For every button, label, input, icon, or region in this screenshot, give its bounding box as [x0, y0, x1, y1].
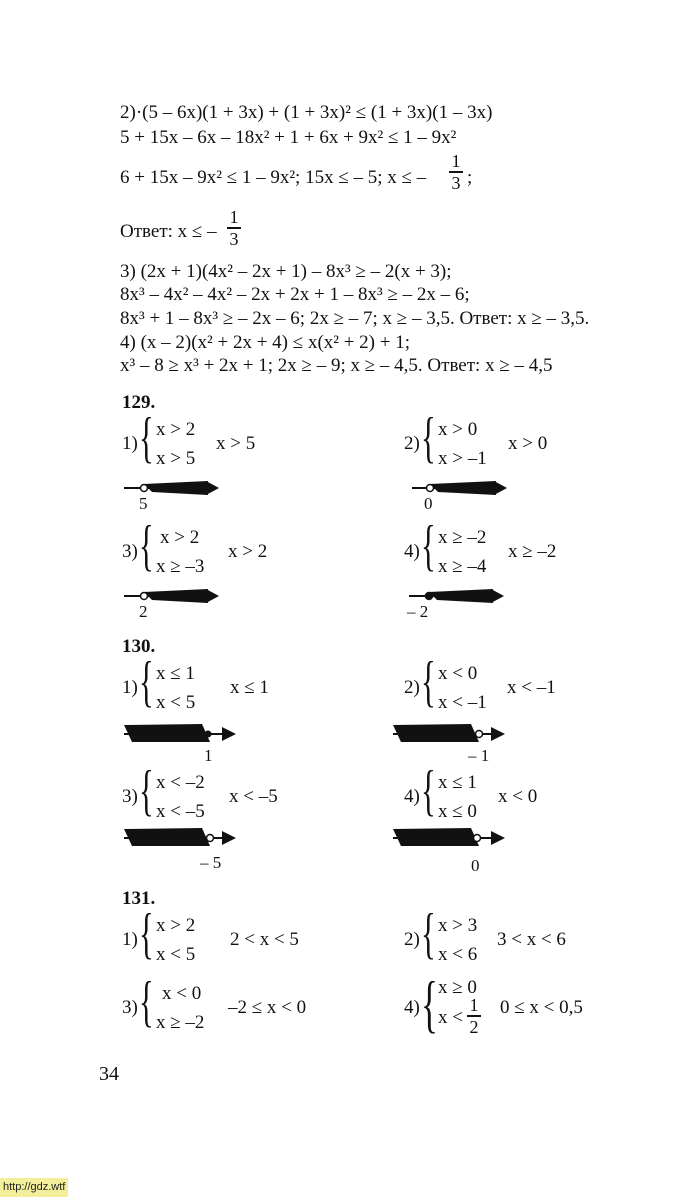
fraction-denominator: 2 [469, 1016, 479, 1037]
fraction-denominator: 3 [451, 172, 461, 193]
item-number: 1) [122, 433, 138, 454]
system-bottom: x ≤ 0 [438, 801, 477, 822]
fraction [449, 152, 463, 192]
item-number: 4) [404, 997, 420, 1018]
system-top: x > 0 [438, 419, 478, 440]
item-number: 1) [122, 929, 138, 950]
brace: { [421, 515, 436, 577]
number-line-graphic [124, 722, 244, 746]
system-bottom: x < 5 [156, 692, 196, 713]
fraction-denominator: 3 [229, 228, 239, 249]
system-result: 3 < x < 6 [497, 929, 566, 950]
system-top: x > 2 [156, 419, 196, 440]
fraction [467, 996, 481, 1036]
page-number: 34 [99, 1063, 119, 1085]
brace: { [139, 515, 154, 577]
solution-line-7: 8x³ + 1 – 8x³ ≥ – 2x – 6; 2x ≥ – 7; x ≥ – 3,5. Ответ: x ≥ – 3,5. [120, 308, 590, 329]
solution-line-3: 6 + 15x – 9x² ≤ 1 – 9x²; 15x ≤ – 5; x ≤ – [120, 167, 427, 188]
system-bottom: x > 5 [156, 448, 196, 469]
fraction-numerator: 1 [469, 995, 479, 1015]
brace: { [421, 407, 436, 469]
section-heading: 130. [122, 636, 156, 657]
fraction-numerator: 1 [229, 207, 239, 227]
solution-line-6: 8x³ – 4x² – 4x² – 2x + 2x + 1 – 8x³ ≥ – 2x – 6; [120, 284, 470, 305]
brace: { [421, 903, 436, 965]
system-top: x ≥ –2 [438, 527, 487, 548]
answer-label: Ответ: x ≤ – [120, 221, 217, 242]
number-line-graphic [124, 826, 244, 850]
number-line [122, 477, 222, 515]
system-bottom: x ≥ –4 [438, 556, 487, 577]
number-line-graphic [122, 477, 222, 501]
system-bottom: x < –5 [156, 801, 205, 822]
solution-line-8: 4) (x – 2)(x² + 2x + 4) ≤ x(x² + 2) + 1; [120, 332, 411, 353]
system-bottom: x < 6 [438, 944, 478, 965]
system-bottom: x ≥ –2 [156, 1012, 205, 1033]
system-result: 0 ≤ x < 0,5 [500, 997, 583, 1018]
system-bottom: x < –1 [438, 692, 487, 713]
system-top: x > 2 [160, 527, 200, 548]
brace: { [139, 651, 154, 713]
brace: { [139, 971, 154, 1033]
system-result: x ≤ 1 [230, 677, 269, 698]
number-line-label: – 1 [468, 746, 490, 765]
number-line-label: – 5 [200, 853, 222, 872]
number-line-label: 2 [139, 602, 148, 621]
system-bottom: x ≥ –3 [156, 556, 205, 577]
system-result: x < 0 [498, 786, 538, 807]
fraction-numerator: 1 [451, 151, 461, 171]
solution-line-1: 2)·(5 – 6x)(1 + 3x) + (1 + 3x)² ≤ (1 + 3x)(1 – 3x) [120, 102, 493, 123]
item-number: 4) [404, 541, 420, 562]
number-line-graphic [122, 585, 222, 609]
system-top: x < 0 [162, 983, 202, 1004]
system-top: x < 0 [438, 663, 478, 684]
item-number: 2) [404, 929, 420, 950]
fraction [227, 208, 241, 248]
number-line-label: 1 [204, 746, 213, 765]
solution-line-5: 3) (2x + 1)(4x² – 2x + 1) – 8x³ ≥ – 2(x + 3); [120, 261, 452, 282]
brace: { [421, 651, 436, 713]
section-heading: 129. [122, 392, 156, 413]
number-line-graphic [393, 826, 513, 850]
item-number: 4) [404, 786, 420, 807]
system-result: x > 0 [508, 433, 548, 454]
system-top: x > 3 [438, 915, 478, 936]
system-top: x ≤ 1 [438, 772, 477, 793]
item-number: 3) [122, 786, 138, 807]
number-line [393, 722, 513, 766]
solution-line-3-end: ; [467, 167, 473, 188]
system-bottom: x < [438, 1007, 463, 1028]
system-top: x > 2 [156, 915, 196, 936]
number-line-label: 0 [471, 856, 480, 875]
brace: { [139, 760, 154, 822]
system-top: x ≥ 0 [438, 977, 477, 998]
brace: { [139, 407, 154, 469]
system-bottom: x > –1 [438, 448, 487, 469]
number-line-graphic [393, 722, 513, 746]
item-number: 2) [404, 677, 420, 698]
item-number: 3) [122, 997, 138, 1018]
number-line [407, 585, 507, 623]
system-result: x > 2 [228, 541, 268, 562]
section-heading: 131. [122, 888, 156, 909]
solution-line-2: 5 + 15x – 6x – 18x² + 1 + 6x + 9x² ≤ 1 – 9x² [120, 127, 457, 148]
item-number: 2) [404, 433, 420, 454]
system-result: –2 ≤ x < 0 [228, 997, 307, 1018]
system-result: 2 < x < 5 [230, 929, 299, 950]
item-number: 3) [122, 541, 138, 562]
solution-line-9: x³ – 8 ≥ x³ + 2x + 1; 2x ≥ – 9; x ≥ – 4,5. Ответ: x ≥ – 4,5 [120, 355, 553, 376]
number-line-label: 5 [139, 494, 148, 513]
brace: { [421, 760, 436, 822]
item-number: 1) [122, 677, 138, 698]
number-line [124, 826, 244, 872]
brace: { [139, 903, 154, 965]
watermark-link[interactable]: http://gdz.wtf [0, 1178, 68, 1197]
system-result: x ≥ –2 [508, 541, 557, 562]
number-line [122, 585, 222, 623]
system-result: x < –1 [507, 677, 556, 698]
system-top: x ≤ 1 [156, 663, 195, 684]
number-line [393, 826, 513, 874]
system-result: x > 5 [216, 433, 256, 454]
system-result: x < –5 [229, 786, 278, 807]
number-line-label: – 2 [407, 602, 429, 621]
number-line [410, 477, 510, 515]
number-line-label: 0 [424, 494, 433, 513]
brace: { [421, 968, 438, 1039]
system-bottom: x < 5 [156, 944, 196, 965]
system-top: x < –2 [156, 772, 205, 793]
